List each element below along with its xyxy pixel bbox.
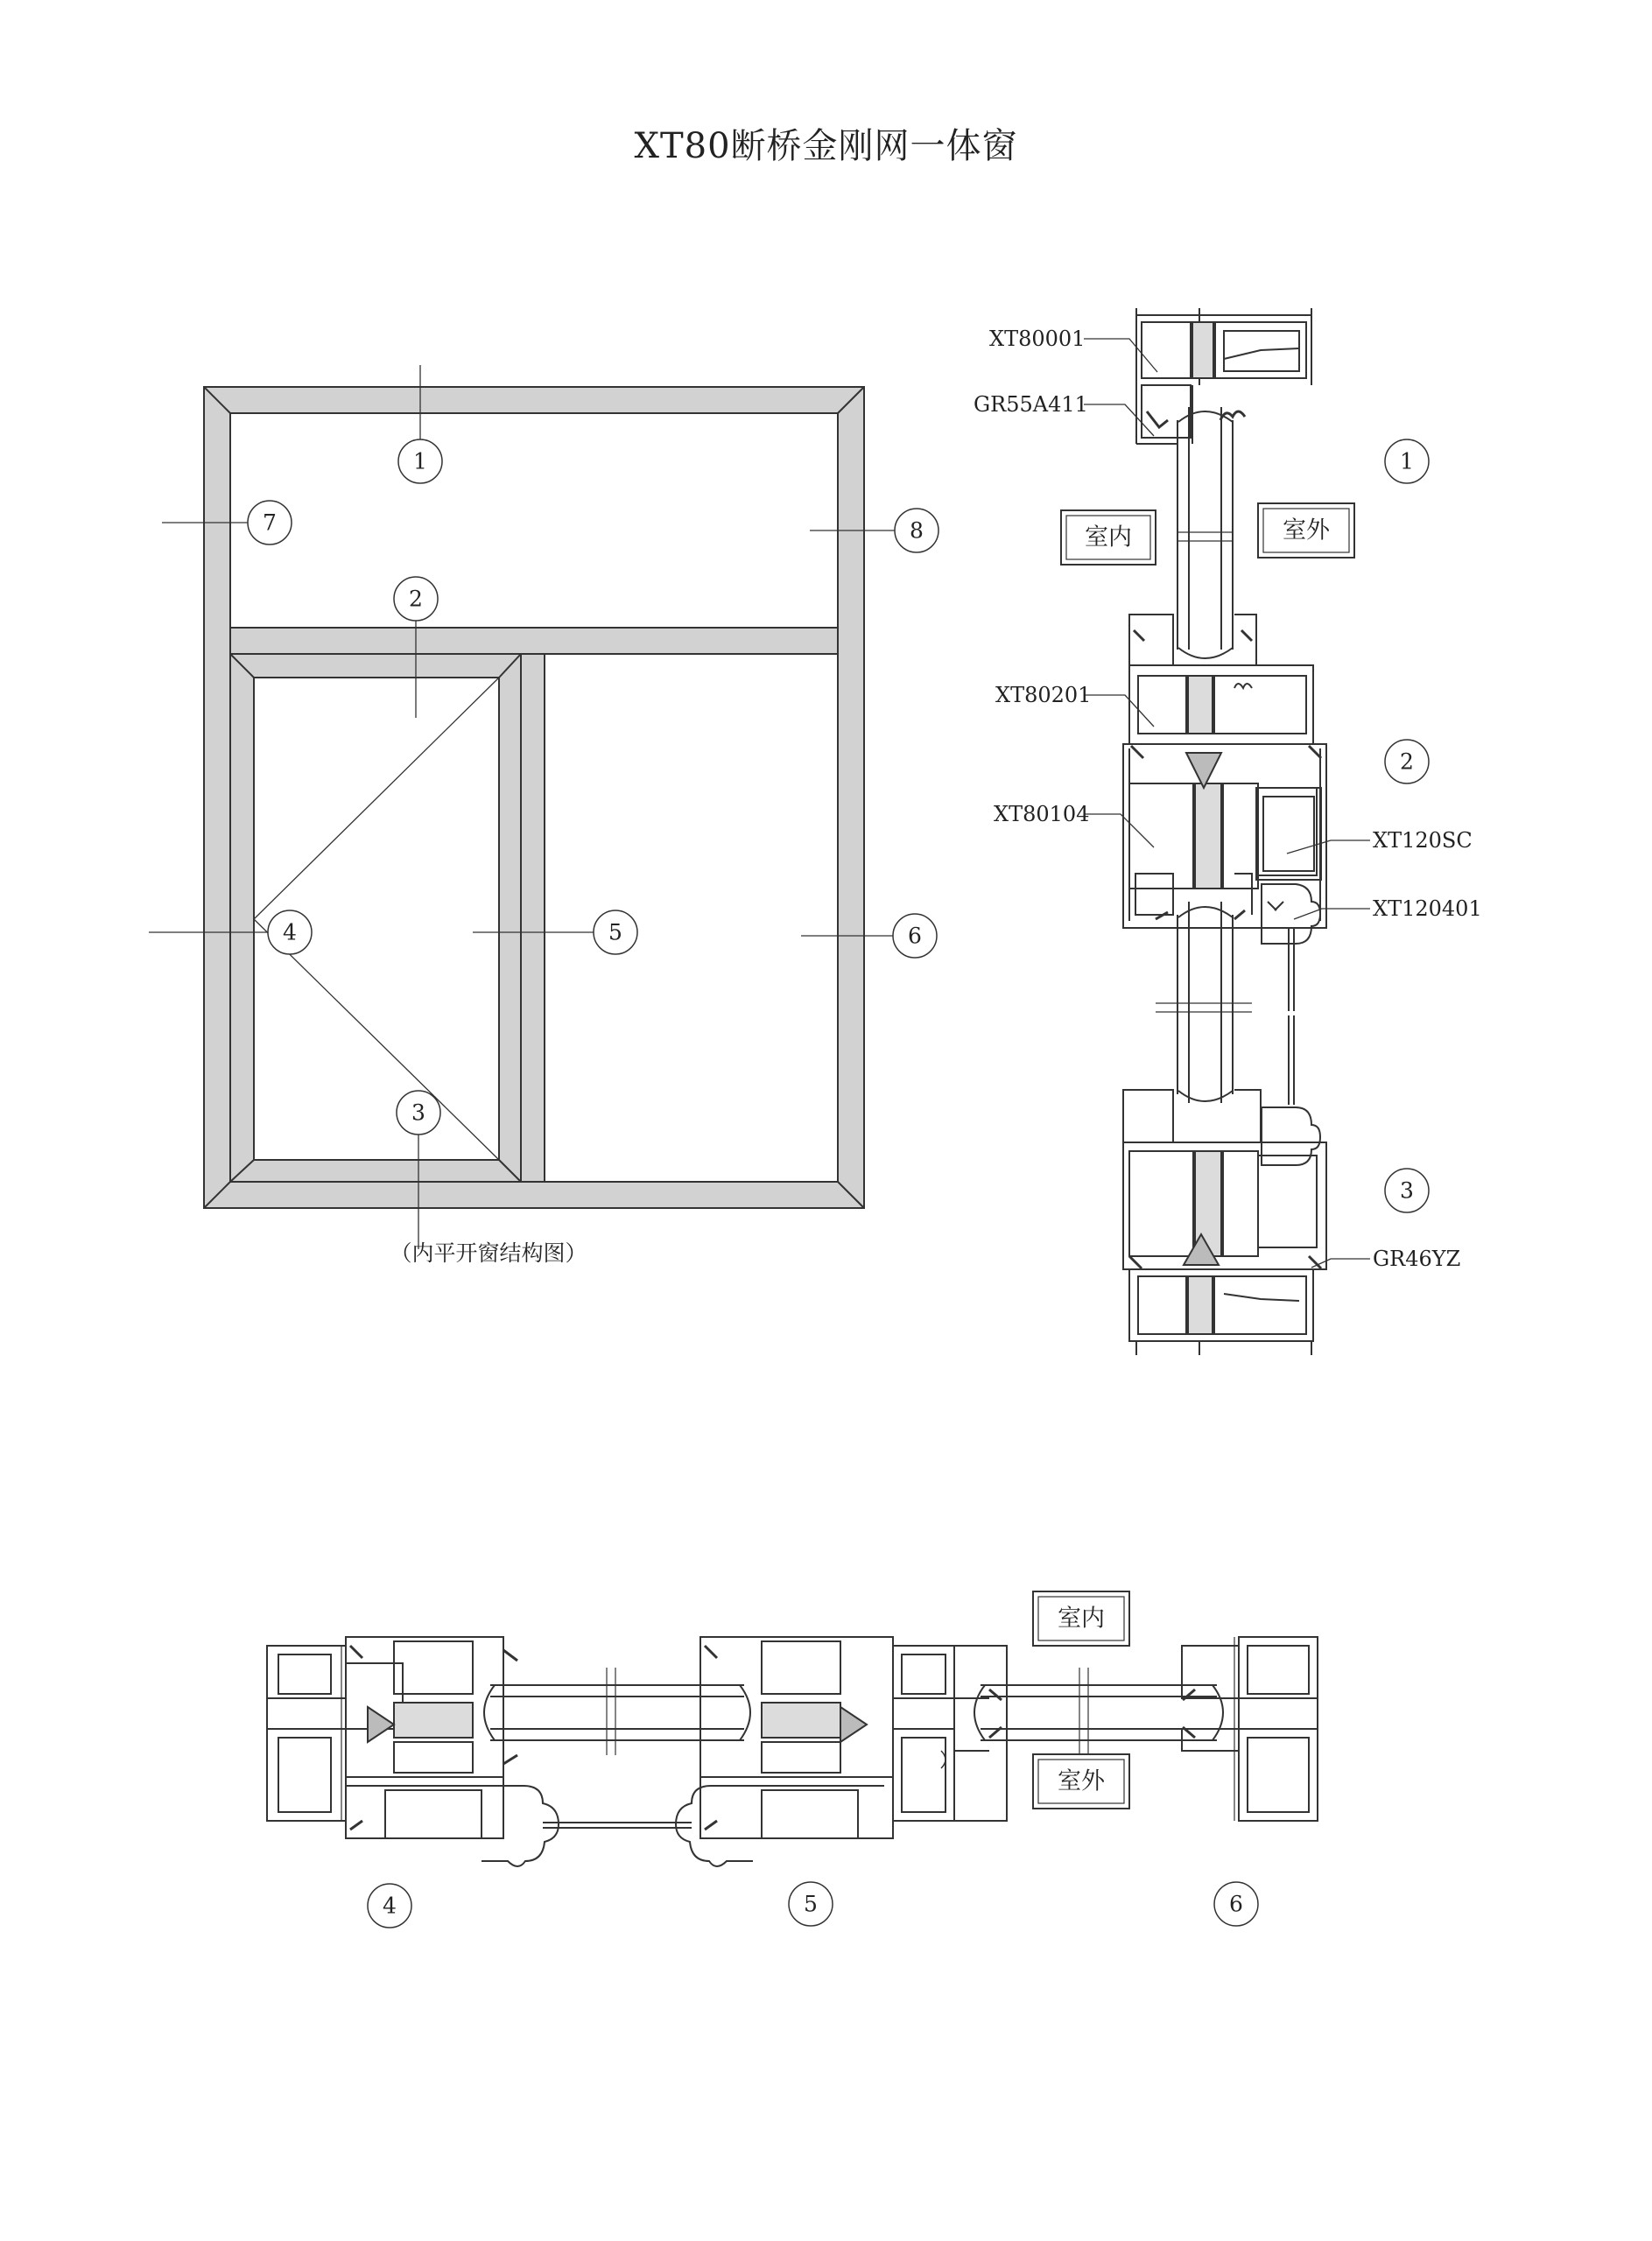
transom-bar	[230, 628, 838, 654]
middle-glass	[1156, 902, 1294, 1105]
top-frame-profile	[1136, 308, 1311, 444]
hs-left-profile	[267, 1637, 559, 1866]
part-label-xt80201: XT80201	[995, 683, 1092, 707]
window-elevation	[149, 365, 938, 1249]
elevation-marker-3: 3	[411, 1099, 425, 1126]
vertical-section-markers	[1400, 449, 1414, 1204]
hs-right-profile	[1182, 1637, 1318, 1821]
vs-outdoor-label: 室外	[1283, 516, 1330, 544]
elevation-marker-4: 4	[283, 919, 297, 945]
part-label-xt80104: XT80104	[994, 802, 1090, 826]
bottom-frame-profile	[1129, 1269, 1313, 1355]
horizontal-section-markers	[383, 1892, 1243, 1919]
elevation-caption: （内平开窗结构图）	[390, 1240, 587, 1266]
horizontal-section	[267, 1637, 1318, 1928]
hs-glass-left	[484, 1650, 750, 1828]
top-glass	[1177, 407, 1233, 658]
hs-mullion-profile	[676, 1637, 1007, 1866]
hs-outdoor-label: 室外	[1058, 1767, 1105, 1795]
opening-line-bottom	[254, 919, 499, 1160]
vertical-section-marker-circles	[1385, 439, 1429, 1212]
vs-marker-3: 3	[1400, 1177, 1414, 1204]
part-label-gr46yz: GR46YZ	[1373, 1247, 1461, 1271]
elevation-marker-8: 8	[910, 517, 924, 544]
elevation-marker-1: 1	[413, 448, 427, 474]
vs-indoor-label: 室内	[1085, 523, 1132, 551]
screen-profile	[1256, 788, 1321, 944]
hs-glass-right	[974, 1668, 1223, 1755]
part-label-xt120sc: XT120SC	[1373, 828, 1473, 853]
hs-marker-4: 4	[383, 1893, 397, 1919]
part-label-xt80001: XT80001	[989, 327, 1086, 351]
elevation-marker-labels	[263, 449, 924, 1126]
opening-line-top	[254, 678, 499, 919]
elevation-marker-5: 5	[608, 919, 622, 945]
vs-marker-1: 1	[1400, 448, 1414, 474]
elevation-marker-circles	[248, 439, 938, 1135]
part-label-gr55a411: GR55A411	[974, 392, 1088, 417]
opening-sash-profile	[1123, 744, 1326, 928]
mullion-bar	[521, 654, 545, 1182]
elevation-marker-6: 6	[908, 923, 922, 949]
elevation-marker-7: 7	[263, 509, 277, 536]
drawing-title: XT80断桥金刚网一体窗	[634, 126, 1018, 166]
part-label-xt120401: XT120401	[1373, 896, 1482, 921]
bottom-sash-profile	[1123, 1090, 1326, 1269]
hs-indoor-label: 室内	[1058, 1605, 1105, 1633]
hs-marker-5: 5	[804, 1891, 818, 1917]
vs-marker-2: 2	[1400, 748, 1414, 775]
hs-marker-6: 6	[1229, 1891, 1243, 1917]
elevation-marker-2: 2	[409, 586, 423, 612]
